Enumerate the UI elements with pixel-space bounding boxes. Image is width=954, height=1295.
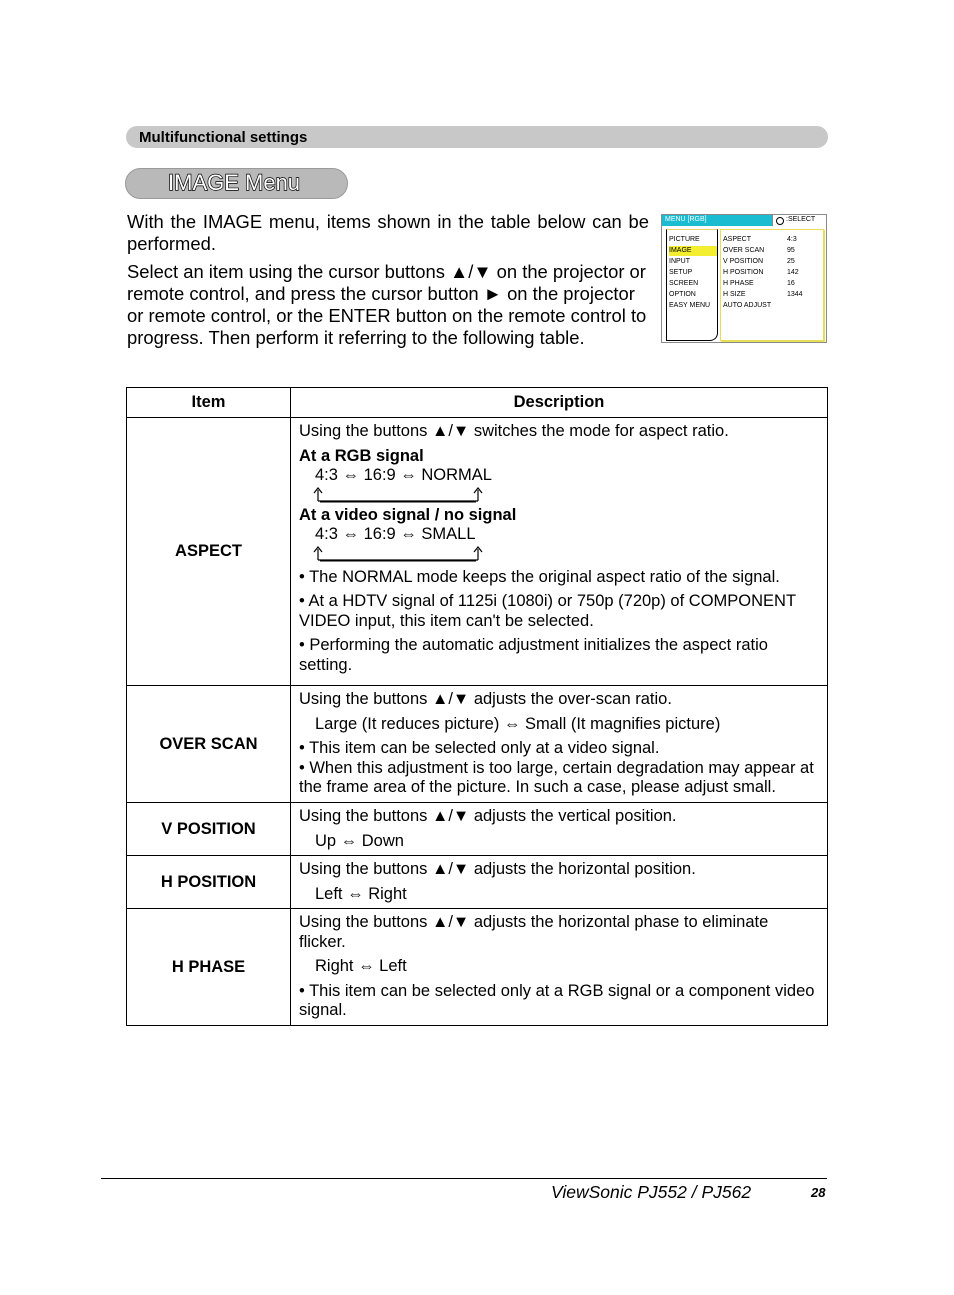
- h-position-line1: Using the buttons ▲/▼ adjusts the horizontal position.: [299, 860, 696, 878]
- table-header-row: [127, 388, 828, 418]
- table-row-h-phase: [127, 909, 828, 1026]
- cycle-arrow-icon: [312, 546, 484, 562]
- osd-row-name: OVER SCAN: [723, 247, 765, 254]
- osd-row-value: 25: [787, 258, 795, 265]
- osd-row: [723, 235, 823, 245]
- osd-submenu: [720, 229, 824, 341]
- osd-menu-item: EASY MENU: [669, 302, 711, 309]
- osd-menu-item-active: IMAGE: [669, 246, 717, 256]
- h-phase-sequence: Right ⇔ Left: [315, 957, 407, 975]
- page-title: IMAGE Menu: [168, 170, 301, 195]
- osd-row-name: ASPECT: [723, 236, 752, 243]
- v-position-sequence: Up ⇔ Down: [315, 831, 404, 850]
- osd-select-label: :SELECT: [786, 216, 816, 223]
- osd-row-value: 1344: [787, 291, 803, 298]
- aspect-note-2: • At a HDTV signal of 1125i (1080i) or 750p (720p) of COMPONENT VIDEO input, this item can't be selected.: [299, 592, 796, 630]
- osd-menu-item: OPTION: [669, 291, 696, 298]
- table-row-h-position: [127, 856, 828, 909]
- desc-h-position: [291, 856, 828, 909]
- aspect-video-sequence: 4:3 ⇔ 16:9 ⇔ SMALL: [315, 525, 476, 543]
- header-item: Item: [127, 388, 291, 418]
- over-scan-line1: Using the buttons ▲/▼ adjusts the over-scan ratio.: [299, 690, 672, 708]
- section-label: Multifunctional settings: [139, 129, 308, 146]
- page-title-pill: [125, 168, 348, 199]
- item-aspect: ASPECT: [127, 418, 291, 686]
- osd-header: [662, 215, 772, 226]
- section-header-bar: [126, 126, 828, 148]
- aspect-rgb-heading: At a RGB signal: [299, 446, 424, 465]
- osd-row-value: 4:3: [787, 236, 797, 243]
- osd-row: [723, 290, 823, 300]
- osd-row-name: V POSITION: [723, 258, 764, 265]
- osd-menu-list: [666, 229, 718, 341]
- select-button-icon: [776, 217, 784, 225]
- table-row-v-position: [127, 803, 828, 856]
- v-position-line1: Using the buttons ▲/▼ adjusts the vertical position.: [299, 807, 677, 825]
- osd-row-name: H SIZE: [723, 291, 746, 298]
- over-scan-note-1: • This item can be selected only at a video signal.: [299, 739, 660, 757]
- osd-row-name: H POSITION: [723, 269, 764, 276]
- item-over-scan: OVER SCAN: [127, 686, 291, 803]
- item-h-phase: H PHASE: [127, 909, 291, 1026]
- table-row-aspect: [127, 418, 828, 686]
- page-number: 28: [811, 1185, 826, 1200]
- aspect-note-1: • The NORMAL mode keeps the original aspect ratio of the signal.: [299, 567, 780, 586]
- intro-text: [127, 211, 649, 355]
- osd-select-hint: [772, 215, 827, 226]
- osd-row-name: H PHASE: [723, 280, 754, 287]
- over-scan-sequence: Large (It reduces picture) ⇔ Small (It magnifies picture): [315, 714, 721, 733]
- osd-menu-item: SCREEN: [669, 280, 699, 287]
- aspect-rgb-sequence: 4:3 ⇔ 16:9 ⇔ NORMAL: [315, 466, 492, 484]
- cycle-arrow-icon: [312, 487, 484, 503]
- osd-row: [723, 246, 823, 256]
- h-phase-line1: Using the buttons ▲/▼ adjusts the horizontal phase to eliminate flicker.: [299, 913, 769, 951]
- osd-row: [723, 257, 823, 267]
- footer-rule: [101, 1178, 827, 1179]
- osd-menu-screenshot: [661, 214, 827, 343]
- intro-paragraph-1: With the IMAGE menu, items shown in the table below can be performed.: [127, 211, 649, 254]
- osd-row-name: AUTO ADJUST: [723, 302, 772, 309]
- table-row-over-scan: [127, 686, 828, 803]
- osd-row: [723, 301, 823, 311]
- image-menu-table: [126, 387, 828, 1026]
- aspect-video-heading: At a video signal / no signal: [299, 505, 517, 524]
- desc-h-phase: [291, 909, 828, 1026]
- osd-menu-item: SETUP: [669, 269, 693, 276]
- osd-row-value: 95: [787, 247, 795, 254]
- footer-brand: ViewSonic PJ552 / PJ562: [551, 1182, 752, 1202]
- osd-menu-item: INPUT: [669, 258, 690, 265]
- osd-header-label: MENU [RGB]: [665, 216, 707, 223]
- header-description: Description: [291, 388, 828, 418]
- desc-aspect: [291, 418, 828, 686]
- aspect-line1: Using the buttons ▲/▼ switches the mode for aspect ratio.: [299, 422, 729, 440]
- aspect-note-3: • Performing the automatic adjustment initializes the aspect ratio setting.: [299, 636, 768, 674]
- item-v-position: V POSITION: [127, 803, 291, 856]
- item-h-position: H POSITION: [127, 856, 291, 909]
- h-phase-note-1: • This item can be selected only at a RGB signal or a component video signal.: [299, 981, 815, 1019]
- osd-row-value: 142: [787, 269, 799, 276]
- desc-over-scan: [291, 686, 828, 803]
- osd-row-value: 16: [787, 280, 795, 287]
- osd-row: [723, 268, 823, 278]
- intro-paragraph-2: Select an item using the cursor buttons ▲/▼ on the projector or remote control, and press the cursor button ► on the projector or remote control, or the ENTER button on the remote control to progress. Then perform it referring to the following table.: [127, 261, 647, 348]
- over-scan-note-2: • When this adjustment is too large, certain degradation may appear at the frame area of the picture. In such a case, please adjust small.: [299, 758, 814, 796]
- osd-row: [723, 279, 823, 289]
- h-position-sequence: Left ⇔ Right: [315, 884, 407, 903]
- osd-menu-item: PICTURE: [669, 236, 700, 243]
- desc-v-position: [291, 803, 828, 856]
